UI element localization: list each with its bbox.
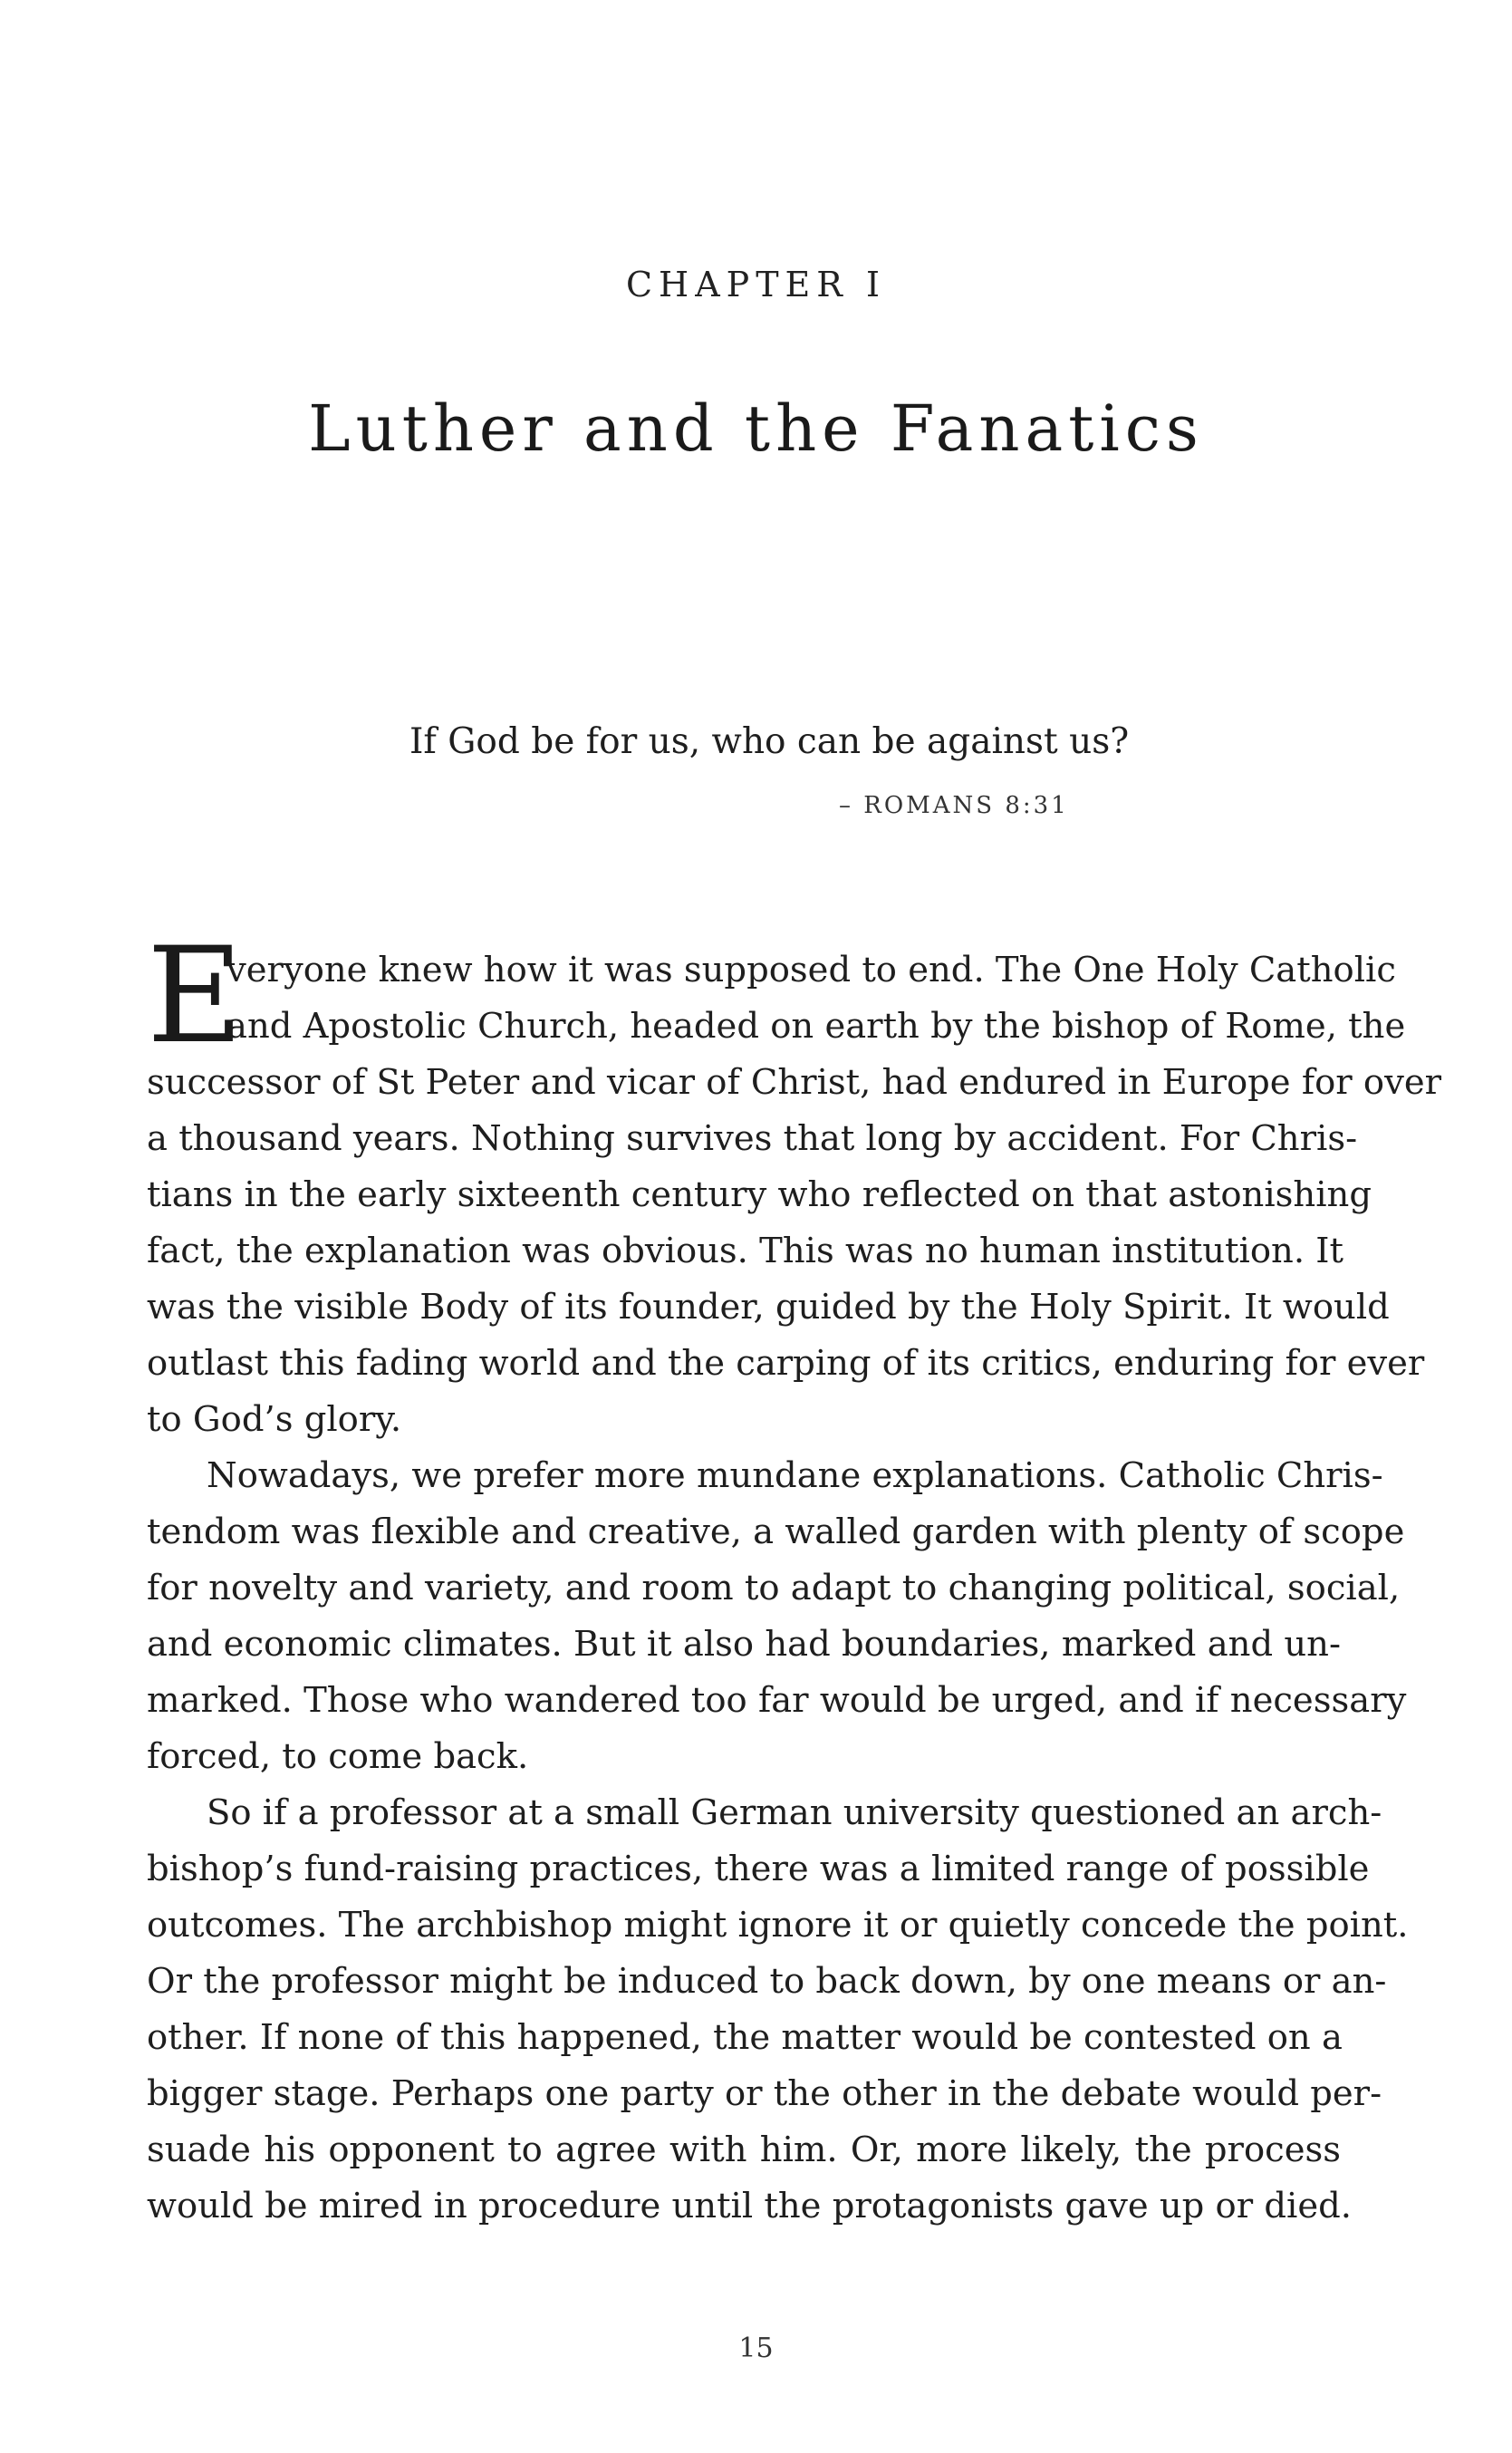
text-line: for novelty and variety, and room to adapt to changing political, social, bbox=[147, 1568, 1401, 1608]
text-line: other. If none of this happened, the matter would be contested on a bbox=[147, 2017, 1343, 2058]
text-line: would be mired in procedure until the protagonists gave up or died. bbox=[147, 2186, 1352, 2226]
epigraph-quote: If God be for us, who can be against us? bbox=[409, 721, 1130, 762]
text-line: veryone knew how it was supposed to end. The One Holy Catholic bbox=[226, 950, 1396, 990]
body-text bbox=[147, 919, 1442, 2235]
chapter-title: Luther and the Fanatics bbox=[308, 391, 1204, 466]
paragraph-1 bbox=[147, 942, 1442, 1448]
paragraph-2 bbox=[147, 1448, 1407, 1785]
text-line: to God’s glory. bbox=[147, 1399, 402, 1440]
text-line: fact, the explanation was obvious. This was no human institution. It bbox=[147, 1231, 1343, 1271]
text-line: a thousand years. Nothing survives that long by accident. For Chris- bbox=[147, 1118, 1358, 1159]
text-line: outlast this fading world and the carping of its critics, enduring for ever bbox=[147, 1343, 1425, 1384]
page-number: 15 bbox=[738, 2332, 774, 2364]
epigraph-source: – ROMANS 8:31 bbox=[839, 792, 1069, 819]
drop-cap-container bbox=[147, 919, 244, 1073]
paragraph-3 bbox=[147, 1785, 1409, 2235]
text-line: tians in the early sixteenth century who reflected on that astonishing bbox=[147, 1174, 1372, 1215]
text-line: suade his opponent to agree with him. Or, more likely, the process bbox=[147, 2129, 1341, 2170]
text-line: Or the professor might be induced to back down, by one means or an- bbox=[147, 1961, 1387, 2002]
text-line: forced, to come back. bbox=[147, 1736, 529, 1777]
text-line: bishop’s fund-raising practices, there was a limited range of possible bbox=[147, 1849, 1370, 1889]
text-line: So if a professor at a small German university questioned an arch- bbox=[207, 1792, 1382, 1833]
drop-cap: E bbox=[147, 919, 244, 1073]
chapter-label: CHAPTER I bbox=[625, 265, 886, 304]
text-line: was the visible Body of its founder, guided by the Holy Spirit. It would bbox=[147, 1287, 1390, 1328]
text-line: and Apostolic Church, headed on earth by the bishop of Rome, the bbox=[226, 1006, 1406, 1047]
text-line: and economic climates. But it also had boundaries, marked and un- bbox=[147, 1624, 1341, 1665]
text-line: bigger stage. Perhaps one party or the other in the debate would per- bbox=[147, 2073, 1382, 2114]
text-line: outcomes. The archbishop might ignore it or quietly concede the point. bbox=[147, 1905, 1409, 1946]
text-line: tendom was flexible and creative, a walled garden with plenty of scope bbox=[147, 1511, 1405, 1552]
text-line: successor of St Peter and vicar of Christ, had endured in Europe for over bbox=[147, 1062, 1442, 1103]
text-line: Nowadays, we prefer more mundane explanations. Catholic Chris- bbox=[207, 1455, 1383, 1496]
text-line: marked. Those who wandered too far would be urged, and if necessary bbox=[147, 1680, 1407, 1721]
